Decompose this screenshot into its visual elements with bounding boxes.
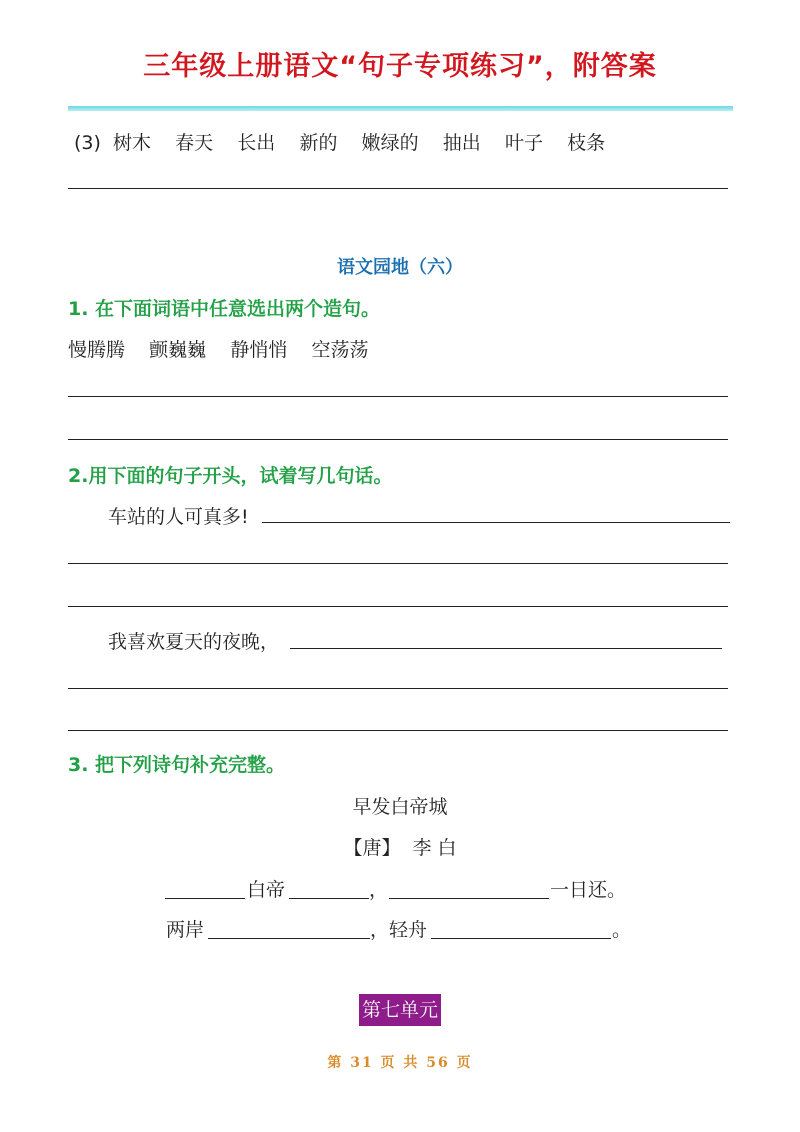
question-1-title: 1. 在下面词语中任意选出两个造句。 xyxy=(68,298,381,320)
answer-line[interactable] xyxy=(68,188,728,189)
answer-line[interactable] xyxy=(68,606,728,607)
poem-text: ，轻舟 xyxy=(370,919,428,941)
poem-blank[interactable] xyxy=(389,898,549,899)
poem-author: 【唐】 李 白 xyxy=(343,837,457,859)
poem-text: 一日还。 xyxy=(550,879,627,901)
poem-text: 两岸 xyxy=(166,919,205,941)
question-3-title: 3. 把下列诗句补充完整。 xyxy=(68,754,286,776)
poem-blank[interactable] xyxy=(431,938,611,939)
section-title: 语文园地（六） xyxy=(337,257,463,278)
answer-line[interactable] xyxy=(290,648,722,649)
question-2-title: 2.用下面的句子开头，试着写几句话。 xyxy=(68,465,393,487)
poem-blank[interactable] xyxy=(165,898,245,899)
unit-badge: 第七单元 xyxy=(359,994,441,1026)
answer-line[interactable] xyxy=(68,439,728,440)
answer-line[interactable] xyxy=(68,730,728,731)
watermark xyxy=(230,575,570,615)
page-number: 第 31 页 共 56 页 xyxy=(327,1055,473,1071)
answer-line[interactable] xyxy=(68,688,728,689)
poem-blank[interactable] xyxy=(208,938,370,939)
question-2-prompt-2: 我喜欢夏天的夜晚， xyxy=(108,631,280,653)
answer-line[interactable] xyxy=(68,396,728,397)
poem-title: 早发白帝城 xyxy=(352,796,448,818)
poem-text: 白帝 xyxy=(247,879,286,901)
page-title: 三年级上册语文“句子专项练习”，附答案 xyxy=(143,51,657,82)
poem-text: ， xyxy=(369,879,389,901)
question-1-words: 慢腾腾 颤巍巍 静悄悄 空荡荡 xyxy=(68,339,369,361)
poem-blank[interactable] xyxy=(289,898,369,899)
header-divider xyxy=(68,106,733,111)
poem-text: 。 xyxy=(612,919,632,941)
question-2-prompt-1: 车站的人可真多! xyxy=(108,506,249,528)
answer-line[interactable] xyxy=(68,563,728,564)
answer-line[interactable] xyxy=(262,522,730,523)
word-arrangement-row: (3) 树木 春天 长出 新的 嫩绿的 抽出 叶子 枝条 xyxy=(74,132,606,154)
